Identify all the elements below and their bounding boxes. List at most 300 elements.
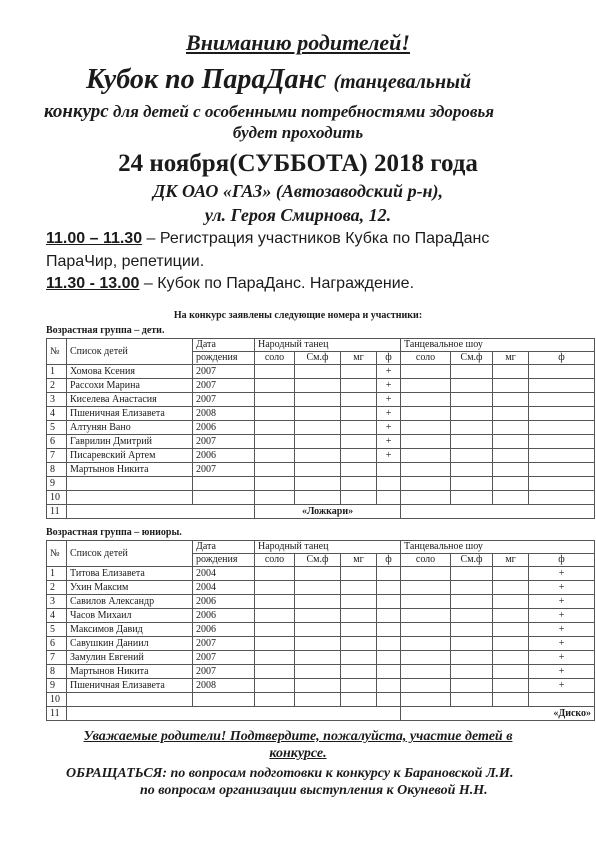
show-cell [401, 567, 451, 581]
birth-year: 2007 [193, 665, 255, 679]
row-number: 3 [47, 393, 67, 407]
row-number: 9 [47, 679, 67, 693]
show-cell [493, 595, 529, 609]
folk-cell [295, 581, 341, 595]
folk-cell [341, 693, 377, 707]
folk-group-mark [377, 609, 401, 623]
show-group-mark [529, 463, 595, 477]
birth-year: 2004 [193, 581, 255, 595]
folk-cell [255, 421, 295, 435]
show-cell [451, 365, 493, 379]
show-cell [493, 679, 529, 693]
table-row [47, 407, 595, 421]
folk-group-mark [377, 595, 401, 609]
group-title-juniors: Возрастная группа – юниоры. [46, 527, 182, 538]
folk-cell [341, 407, 377, 421]
table-header-row [47, 541, 595, 554]
show-group-mark: + [529, 623, 595, 637]
birth-year: 2007 [193, 651, 255, 665]
show-cell [451, 449, 493, 463]
participants-table-children [46, 338, 595, 519]
row-number: 1 [47, 365, 67, 379]
row-number: 10 [47, 693, 67, 707]
column-header-list: Список детей [67, 541, 193, 567]
folk-group-mark: + [377, 435, 401, 449]
show-cell [451, 651, 493, 665]
folk-group-mark [377, 491, 401, 505]
show-group-mark: + [529, 595, 595, 609]
child-name: Алтунян Вано [67, 421, 193, 435]
child-name: Рассохи Марина [67, 379, 193, 393]
child-name: Писаревский Артем [67, 449, 193, 463]
show-cell [493, 477, 529, 491]
show-group-mark: + [529, 581, 595, 595]
show-cell [493, 567, 529, 581]
row-number: 4 [47, 609, 67, 623]
folk-cell [295, 609, 341, 623]
show-cell [401, 421, 451, 435]
table-row [47, 637, 595, 651]
child-name: Савушкин Даниил [67, 637, 193, 651]
folk-cell [341, 665, 377, 679]
column-header-mg: мг [341, 352, 377, 365]
column-header-smf: См.ф [451, 352, 493, 365]
show-group-mark [529, 435, 595, 449]
footer-contact-organization: по вопросам организации выступления к Окуневой Н.Н. [140, 783, 488, 798]
show-cell [451, 393, 493, 407]
row-number: 4 [47, 407, 67, 421]
birth-year: 2006 [193, 595, 255, 609]
folk-cell [341, 623, 377, 637]
contest-audience: для детей с особенными потребностями здоровья [108, 102, 495, 121]
row-number: 8 [47, 665, 67, 679]
column-header-solo: соло [255, 554, 295, 567]
folk-cell [295, 679, 341, 693]
child-name: Киселева Анастасия [67, 393, 193, 407]
show-cell [401, 693, 451, 707]
folk-group-mark: + [377, 393, 401, 407]
folk-cell [341, 679, 377, 693]
child-name: Пшеничная Елизавета [67, 679, 193, 693]
row-number: 11 [47, 505, 67, 519]
column-header-dance-show: Танцевальное шоу [401, 339, 595, 352]
table-header-row [47, 339, 595, 352]
show-cell [401, 393, 451, 407]
birth-year: 2007 [193, 365, 255, 379]
show-cell [401, 623, 451, 637]
contest-word: конкурс [44, 101, 109, 122]
column-header-mg: мг [341, 554, 377, 567]
show-cell [401, 679, 451, 693]
table-row [47, 623, 595, 637]
folk-cell [255, 567, 295, 581]
birth-year: 2007 [193, 393, 255, 407]
birth-year: 2007 [193, 637, 255, 651]
cup-title [86, 64, 471, 96]
table-row-dance-name [47, 707, 595, 721]
folk-cell [341, 581, 377, 595]
cup-name: Кубок по ПараДанс [86, 64, 327, 95]
folk-cell [295, 379, 341, 393]
table-row [47, 609, 595, 623]
child-name: Гаврилин Дмитрий [67, 435, 193, 449]
table-row [47, 365, 595, 379]
event-date: 24 ноября(СУББОТА) 2018 года [118, 150, 478, 177]
child-name: Замулин Евгений [67, 651, 193, 665]
show-cell [493, 463, 529, 477]
folk-cell [255, 609, 295, 623]
folk-cell [295, 421, 341, 435]
folk-cell [255, 491, 295, 505]
folk-cell [295, 449, 341, 463]
folk-cell [341, 463, 377, 477]
dance-name: «Ложкари» [255, 505, 401, 519]
show-group-mark [529, 407, 595, 421]
folk-cell [295, 665, 341, 679]
folk-cell [255, 693, 295, 707]
folk-group-mark [377, 651, 401, 665]
footer-request-end: конкурсе. [269, 746, 327, 761]
birth-year: 2007 [193, 463, 255, 477]
folk-cell [341, 491, 377, 505]
folk-group-mark [377, 637, 401, 651]
group-title-children: Возрастная группа – дети. [46, 325, 165, 336]
folk-group-mark: + [377, 407, 401, 421]
cup-subtitle: (танцевальный [333, 71, 472, 93]
table-row [47, 435, 595, 449]
show-group-mark [529, 421, 595, 435]
show-group-mark [529, 365, 595, 379]
folk-cell [255, 379, 295, 393]
show-cell [401, 407, 451, 421]
table-row [47, 581, 595, 595]
folk-cell [295, 477, 341, 491]
folk-cell [341, 379, 377, 393]
folk-cell [255, 665, 295, 679]
footer-contact-preparation: ОБРАЩАТЬСЯ: по вопросам подготовки к конкурсу к Барановской Л.И. [66, 766, 514, 781]
birth-year [193, 477, 255, 491]
show-cell [451, 693, 493, 707]
row-number: 2 [47, 581, 67, 595]
folk-group-mark: + [377, 449, 401, 463]
folk-cell [341, 595, 377, 609]
show-cell [493, 379, 529, 393]
row-number: 7 [47, 651, 67, 665]
birth-year [193, 491, 255, 505]
column-header-f: ф [529, 352, 595, 365]
schedule-text: ПараЧир, репетиции. [46, 253, 205, 270]
column-header-solo: соло [401, 352, 451, 365]
show-cell [493, 435, 529, 449]
show-cell [401, 651, 451, 665]
folk-cell [255, 463, 295, 477]
table-row [47, 595, 595, 609]
child-name [67, 491, 193, 505]
contest-description [44, 101, 494, 123]
folk-group-mark [377, 623, 401, 637]
table-row [47, 477, 595, 491]
participants-note: На конкурс заявлены следующие номера и участники: [173, 310, 423, 321]
schedule-time: 11.00 – 11.30 [46, 230, 143, 247]
show-cell [493, 693, 529, 707]
show-cell [401, 449, 451, 463]
schedule-text: – Регистрация участников Кубка по ПараДанс [142, 230, 490, 247]
row-number: 3 [47, 595, 67, 609]
event-address: ул. Героя Смирнова, 12. [204, 205, 392, 225]
row-number: 6 [47, 637, 67, 651]
schedule-line-3 [46, 275, 414, 293]
folk-cell [295, 651, 341, 665]
column-header-f: ф [529, 554, 595, 567]
dance-name: «Диско» [401, 707, 595, 721]
show-cell [493, 365, 529, 379]
show-group-mark [529, 393, 595, 407]
show-cell [401, 609, 451, 623]
column-header-f: ф [377, 554, 401, 567]
column-header-birth: рождения [193, 554, 255, 567]
show-group-mark: + [529, 665, 595, 679]
folk-cell [341, 421, 377, 435]
show-group-mark: + [529, 609, 595, 623]
show-group-mark [529, 449, 595, 463]
empty-cell [67, 505, 255, 519]
child-name: Ухин Максим [67, 581, 193, 595]
schedule-text: – Кубок по ПараДанс. Награждение. [139, 275, 415, 292]
table-row [47, 449, 595, 463]
table-row [47, 665, 595, 679]
folk-cell [341, 435, 377, 449]
folk-cell [341, 477, 377, 491]
schedule-time: 11.30 - 13.00 [46, 275, 140, 292]
folk-cell [341, 567, 377, 581]
birth-year: 2008 [193, 679, 255, 693]
show-cell [451, 665, 493, 679]
column-header-number: № [47, 541, 67, 567]
table-row [47, 379, 595, 393]
show-cell [451, 581, 493, 595]
show-cell [493, 421, 529, 435]
show-cell [493, 393, 529, 407]
show-cell [401, 365, 451, 379]
show-cell [401, 637, 451, 651]
table-row [47, 393, 595, 407]
column-header-smf: См.ф [295, 554, 341, 567]
folk-cell [255, 679, 295, 693]
table-row [47, 421, 595, 435]
show-cell [493, 491, 529, 505]
show-cell [401, 379, 451, 393]
column-header-solo: соло [401, 554, 451, 567]
show-cell [493, 651, 529, 665]
show-cell [451, 421, 493, 435]
show-cell [493, 609, 529, 623]
table-row [47, 693, 595, 707]
row-number: 2 [47, 379, 67, 393]
column-header-date: Дата [193, 541, 255, 554]
birth-year: 2006 [193, 421, 255, 435]
show-cell [401, 463, 451, 477]
folk-cell [295, 393, 341, 407]
show-group-mark [529, 379, 595, 393]
birth-year: 2004 [193, 567, 255, 581]
row-number: 10 [47, 491, 67, 505]
column-header-folk-dance: Народный танец [255, 339, 401, 352]
folk-cell [255, 477, 295, 491]
folk-group-mark [377, 679, 401, 693]
folk-cell [255, 595, 295, 609]
birth-year: 2006 [193, 449, 255, 463]
birth-year: 2006 [193, 623, 255, 637]
child-name [67, 693, 193, 707]
row-number: 1 [47, 567, 67, 581]
show-cell [401, 595, 451, 609]
table-row-dance-name [47, 505, 595, 519]
row-number: 6 [47, 435, 67, 449]
folk-group-mark: + [377, 421, 401, 435]
child-name: Мартынов Никита [67, 665, 193, 679]
child-name: Пшеничная Елизавета [67, 407, 193, 421]
show-cell [401, 491, 451, 505]
birth-year: 2007 [193, 379, 255, 393]
show-group-mark [529, 491, 595, 505]
column-header-folk-dance: Народный танец [255, 541, 401, 554]
table-row [47, 651, 595, 665]
folk-group-mark: + [377, 379, 401, 393]
show-group-mark [529, 477, 595, 491]
folk-cell [295, 567, 341, 581]
folk-group-mark [377, 567, 401, 581]
row-number: 5 [47, 623, 67, 637]
show-cell [493, 581, 529, 595]
show-cell [401, 581, 451, 595]
event-venue: ДК ОАО «ГАЗ» (Автозаводский р-н), [152, 181, 444, 201]
folk-cell [295, 463, 341, 477]
table-row [47, 491, 595, 505]
show-cell [451, 463, 493, 477]
show-cell [451, 609, 493, 623]
attention-heading: Вниманию родителей! [186, 30, 410, 55]
column-header-date: Дата [193, 339, 255, 352]
table-row [47, 679, 595, 693]
folk-group-mark [377, 463, 401, 477]
folk-cell [341, 651, 377, 665]
column-header-mg: мг [493, 352, 529, 365]
folk-cell [295, 365, 341, 379]
column-header-mg: мг [493, 554, 529, 567]
folk-cell [255, 623, 295, 637]
folk-cell [295, 623, 341, 637]
show-cell [451, 679, 493, 693]
show-cell [451, 491, 493, 505]
folk-cell [295, 637, 341, 651]
show-cell [451, 379, 493, 393]
empty-cell [401, 505, 595, 519]
child-name: Часов Михаил [67, 609, 193, 623]
show-cell [451, 595, 493, 609]
column-header-solo: соло [255, 352, 295, 365]
row-number: 8 [47, 463, 67, 477]
show-cell [451, 435, 493, 449]
footer-request: Уважаемые родители! Подтвердите, пожалуйста, участие детей в [83, 729, 513, 744]
participants-table-juniors [46, 540, 595, 721]
folk-cell [255, 407, 295, 421]
show-cell [451, 623, 493, 637]
column-header-f: ф [377, 352, 401, 365]
child-name [67, 477, 193, 491]
birth-year: 2006 [193, 609, 255, 623]
show-group-mark: + [529, 567, 595, 581]
show-group-mark: + [529, 679, 595, 693]
folk-cell [341, 393, 377, 407]
row-number: 5 [47, 421, 67, 435]
child-name: Хомова Ксения [67, 365, 193, 379]
show-cell [401, 665, 451, 679]
folk-cell [295, 407, 341, 421]
folk-cell [341, 609, 377, 623]
birth-year [193, 693, 255, 707]
show-cell [493, 637, 529, 651]
row-number: 9 [47, 477, 67, 491]
table-row [47, 567, 595, 581]
folk-cell [295, 595, 341, 609]
row-number: 11 [47, 707, 67, 721]
column-header-birth: рождения [193, 352, 255, 365]
show-cell [493, 449, 529, 463]
show-cell [451, 407, 493, 421]
column-header-number: № [47, 339, 67, 365]
row-number: 7 [47, 449, 67, 463]
child-name: Титова Елизавета [67, 567, 193, 581]
show-cell [493, 623, 529, 637]
show-cell [493, 665, 529, 679]
column-header-smf: См.ф [295, 352, 341, 365]
birth-year: 2008 [193, 407, 255, 421]
show-group-mark: + [529, 651, 595, 665]
show-cell [451, 567, 493, 581]
folk-cell [255, 435, 295, 449]
child-name: Савилов Александр [67, 595, 193, 609]
table-row [47, 463, 595, 477]
column-header-list: Список детей [67, 339, 193, 365]
folk-cell [255, 393, 295, 407]
folk-group-mark [377, 693, 401, 707]
show-cell [493, 407, 529, 421]
schedule-line-1 [46, 230, 489, 248]
schedule-line-2 [46, 253, 204, 271]
folk-cell [341, 637, 377, 651]
show-group-mark [529, 693, 595, 707]
column-header-smf: См.ф [451, 554, 493, 567]
show-cell [451, 477, 493, 491]
folk-cell [255, 637, 295, 651]
folk-cell [341, 365, 377, 379]
show-cell [401, 435, 451, 449]
folk-cell [295, 435, 341, 449]
folk-cell [255, 651, 295, 665]
child-name: Мартынов Никита [67, 463, 193, 477]
folk-cell [255, 581, 295, 595]
show-cell [401, 477, 451, 491]
show-group-mark: + [529, 637, 595, 651]
empty-cell [67, 707, 401, 721]
folk-group-mark [377, 477, 401, 491]
will-be-held: будет проходить [232, 123, 364, 142]
folk-group-mark [377, 665, 401, 679]
folk-cell [295, 491, 341, 505]
show-cell [451, 637, 493, 651]
folk-cell [255, 449, 295, 463]
folk-cell [255, 365, 295, 379]
